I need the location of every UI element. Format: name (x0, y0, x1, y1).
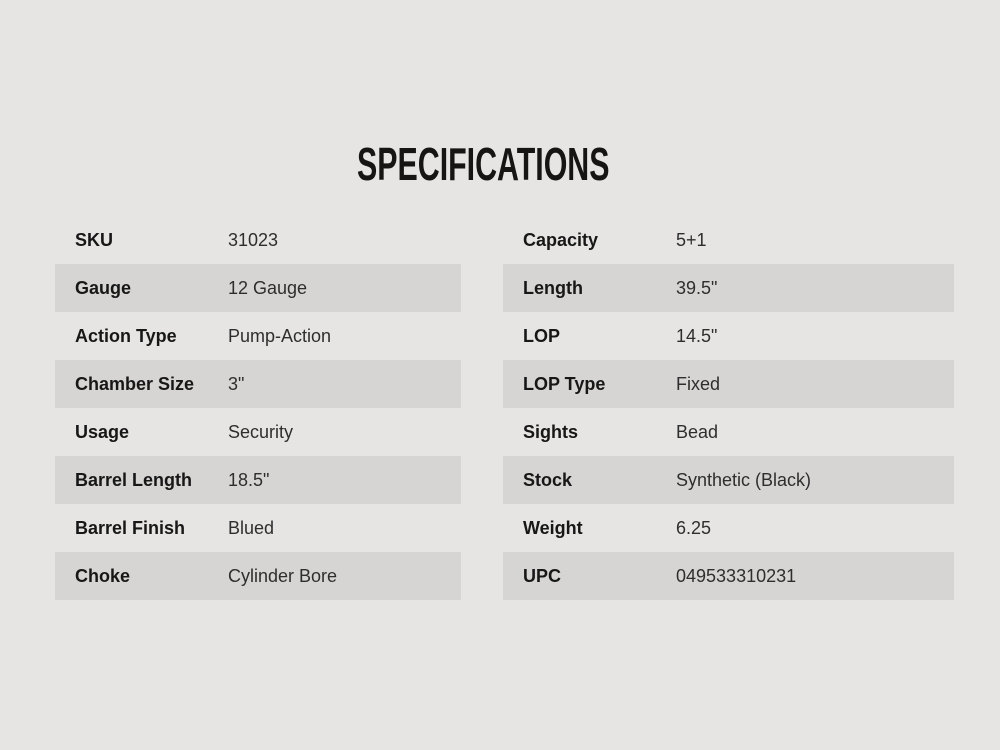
spec-table-right (503, 216, 954, 600)
spec-value: Synthetic (Black) (676, 470, 812, 490)
spec-row-upc (503, 552, 954, 600)
spec-row-weight (503, 504, 954, 552)
spec-value: Security (228, 422, 294, 442)
spec-value: 049533310231 (676, 566, 797, 586)
spec-label: Choke (75, 566, 131, 586)
spec-value: Pump-Action (228, 326, 332, 346)
spec-label: Gauge (75, 278, 132, 298)
spec-row-gauge (55, 264, 461, 312)
spec-row-action-type (55, 312, 461, 360)
spec-value: 6.25 (676, 518, 712, 538)
spec-label: Barrel Finish (75, 518, 186, 538)
spec-value: 18.5" (228, 470, 270, 490)
spec-label: LOP (523, 326, 561, 346)
spec-row-stock (503, 456, 954, 504)
spec-value: Bead (676, 422, 719, 442)
spec-label: SKU (75, 230, 114, 250)
spec-row-choke (55, 552, 461, 600)
spec-row-barrel-finish (55, 504, 461, 552)
spec-value: 5+1 (676, 230, 707, 250)
spec-label: Capacity (523, 230, 599, 250)
spec-value: Cylinder Bore (228, 566, 338, 586)
spec-value: Fixed (676, 374, 721, 394)
spec-label: Barrel Length (75, 470, 193, 490)
spec-row-usage (55, 408, 461, 456)
spec-value: 12 Gauge (228, 278, 308, 298)
spec-row-sights (503, 408, 954, 456)
spec-value: 31023 (228, 230, 279, 250)
spec-label: Length (523, 278, 583, 298)
spec-row-lop-type (503, 360, 954, 408)
spec-row-length (503, 264, 954, 312)
spec-row-barrel-length (55, 456, 461, 504)
spec-label: Chamber Size (75, 374, 195, 394)
spec-value: 3" (228, 374, 245, 394)
spec-label: Sights (523, 422, 579, 442)
spec-row-capacity (503, 216, 954, 264)
section-title-text: SPECIFICATIONS (356, 138, 610, 190)
spec-row-chamber-size (55, 360, 461, 408)
spec-label: Usage (75, 422, 130, 442)
spec-label: Stock (523, 470, 573, 490)
spec-label: Weight (523, 518, 583, 538)
spec-row-lop (503, 312, 954, 360)
spec-row-sku (55, 216, 461, 264)
spec-table-left (55, 216, 461, 600)
spec-value: 39.5" (676, 278, 718, 298)
spec-label: UPC (523, 566, 562, 586)
section-title (0, 138, 1000, 190)
spec-value: 14.5" (676, 326, 718, 346)
spec-label: LOP Type (523, 374, 606, 394)
spec-label: Action Type (75, 326, 177, 346)
spec-value: Blued (228, 518, 275, 538)
